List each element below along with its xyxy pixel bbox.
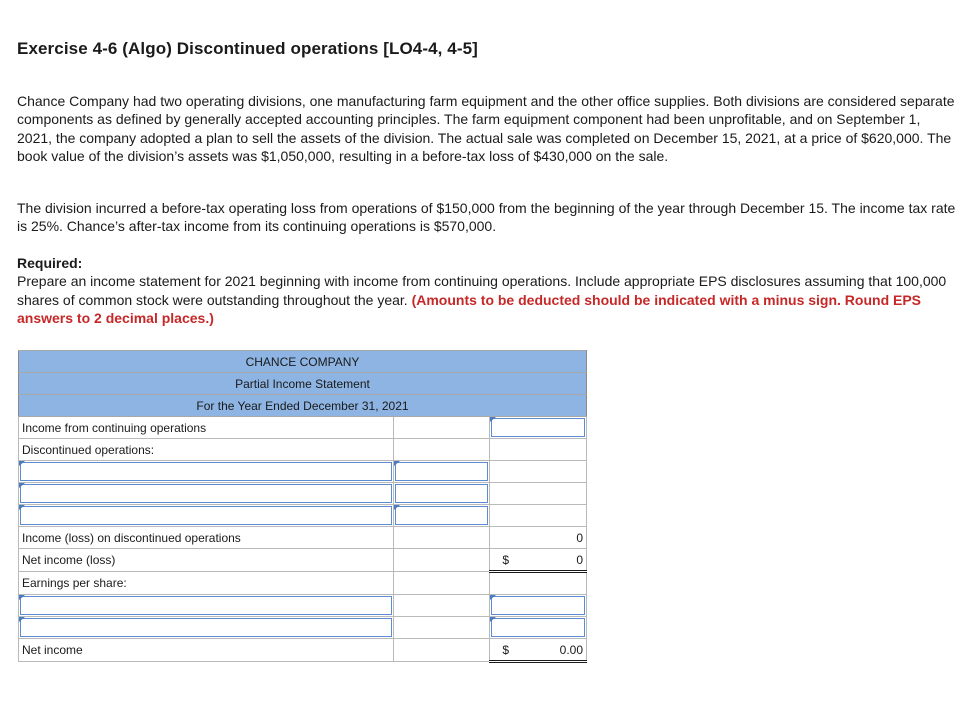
empty-cell xyxy=(393,439,490,461)
discontinued-ops-label: Discontinued operations: xyxy=(19,439,394,461)
discontinued-item-2-cell xyxy=(19,483,394,505)
discontinued-item-2-select[interactable] xyxy=(21,485,391,502)
currency-symbol: $ xyxy=(502,642,510,657)
discontinued-item-1-amount-input[interactable] xyxy=(396,463,488,480)
company-name-header: CHANCE COMPANY xyxy=(19,351,587,373)
eps-item-1-cell xyxy=(19,595,394,617)
eps-header-label: Earnings per share: xyxy=(19,572,394,595)
net-income-loss-value-cell xyxy=(490,549,587,572)
currency-symbol: $ xyxy=(502,552,510,567)
discontinued-item-2-amount-cell xyxy=(393,483,490,505)
empty-cell xyxy=(490,483,587,505)
dropdown-marker-icon xyxy=(19,617,25,622)
eps-item-2-amount-cell xyxy=(490,617,587,639)
net-income-loss-label: Net income (loss) xyxy=(19,549,394,572)
empty-cell xyxy=(393,617,490,639)
rounding-instruction: (Amounts to be deducted should be indicated with a minus sign. Round EPS answers to 2 decimal places.) xyxy=(17,291,922,326)
table-row xyxy=(19,549,587,572)
empty-cell xyxy=(393,417,490,439)
eps-item-2-select[interactable] xyxy=(21,619,391,636)
empty-cell xyxy=(490,505,587,527)
empty-cell xyxy=(490,439,587,461)
exercise-title: Exercise 4-6 (Algo) Discontinued operations [LO4-4, 4-5] xyxy=(17,39,478,58)
eps-item-1-select[interactable] xyxy=(21,597,391,614)
empty-cell xyxy=(393,549,490,572)
required-section xyxy=(17,254,957,327)
discontinued-item-1-select[interactable] xyxy=(21,463,391,480)
table-row xyxy=(19,572,587,595)
table-row xyxy=(19,617,587,639)
table-row xyxy=(19,527,587,549)
income-loss-discontinued-label: Income (loss) on discontinued operations xyxy=(19,527,394,549)
income-continuing-amount-input[interactable] xyxy=(492,419,584,436)
discontinued-item-1-cell xyxy=(19,461,394,483)
net-income-eps-value: 0.00 xyxy=(559,642,583,657)
dropdown-marker-icon xyxy=(394,505,400,510)
table-row xyxy=(19,439,587,461)
statement-name-header: Partial Income Statement xyxy=(19,373,587,395)
empty-cell xyxy=(393,639,490,662)
empty-cell xyxy=(490,461,587,483)
dropdown-marker-icon xyxy=(19,461,25,466)
empty-cell xyxy=(490,572,587,595)
dropdown-marker-icon xyxy=(19,505,25,510)
dropdown-marker-icon xyxy=(490,617,496,622)
empty-cell xyxy=(393,595,490,617)
eps-item-2-cell xyxy=(19,617,394,639)
discontinued-item-3-amount-input[interactable] xyxy=(396,507,488,524)
income-continuing-label: Income from continuing operations xyxy=(19,417,394,439)
eps-item-2-amount-input[interactable] xyxy=(492,619,584,636)
dropdown-marker-icon xyxy=(19,595,25,600)
table-row xyxy=(19,461,587,483)
required-text: Prepare an income statement for 2021 beginning with income from continuing operations. Include appropriate EPS disclosures assuming that 100,000 shares of common stock were outstanding throughout the year. xyxy=(17,273,947,308)
eps-item-1-amount-input[interactable] xyxy=(492,597,584,614)
statement-period-header: For the Year Ended December 31, 2021 xyxy=(19,395,587,417)
income-loss-discontinued-value: 0 xyxy=(576,530,583,545)
dropdown-marker-icon xyxy=(490,595,496,600)
problem-paragraph-2: The division incurred a before-tax operating loss from operations of $150,000 from the beginning of the year through December 15. The income tax rate is 25%. Chance’s after-tax income from its continuing operations is $570,000. xyxy=(17,200,956,235)
empty-cell xyxy=(393,527,490,549)
income-loss-discontinued-value-cell xyxy=(490,527,587,549)
net-income-eps-label: Net income xyxy=(19,639,394,662)
eps-item-1-amount-cell xyxy=(490,595,587,617)
discontinued-item-3-cell xyxy=(19,505,394,527)
dropdown-marker-icon xyxy=(19,483,25,488)
discontinued-item-2-amount-input[interactable] xyxy=(396,485,488,502)
table-row xyxy=(19,483,587,505)
discontinued-item-3-amount-cell xyxy=(393,505,490,527)
net-income-loss-value: 0 xyxy=(576,552,583,567)
empty-cell xyxy=(393,572,490,595)
income-continuing-amount-cell xyxy=(490,417,587,439)
income-statement-table xyxy=(18,350,587,663)
table-row xyxy=(19,505,587,527)
dropdown-marker-icon xyxy=(394,461,400,466)
table-row xyxy=(19,417,587,439)
table-row xyxy=(19,595,587,617)
net-income-eps-value-cell xyxy=(490,639,587,662)
discontinued-item-3-select[interactable] xyxy=(21,507,391,524)
problem-paragraph-1: Chance Company had two operating divisions, one manufacturing farm equipment and the other office supplies. Both divisions are considered separate components as defined by generally accepted accounting principles. The farm equipment component had been unprofitable, and on September 1, 2021, the company adopted a plan to sell the assets of the division. The actual sale was completed on December 15, 2021, at a price of $620,000. The book value of the division’s assets was $1,050,000, resulting in a before-tax loss of $430,000 on the sale. xyxy=(17,93,955,164)
discontinued-item-1-amount-cell xyxy=(393,461,490,483)
table-row xyxy=(19,639,587,662)
required-label: Required: xyxy=(17,255,83,271)
dropdown-marker-icon xyxy=(490,417,496,422)
